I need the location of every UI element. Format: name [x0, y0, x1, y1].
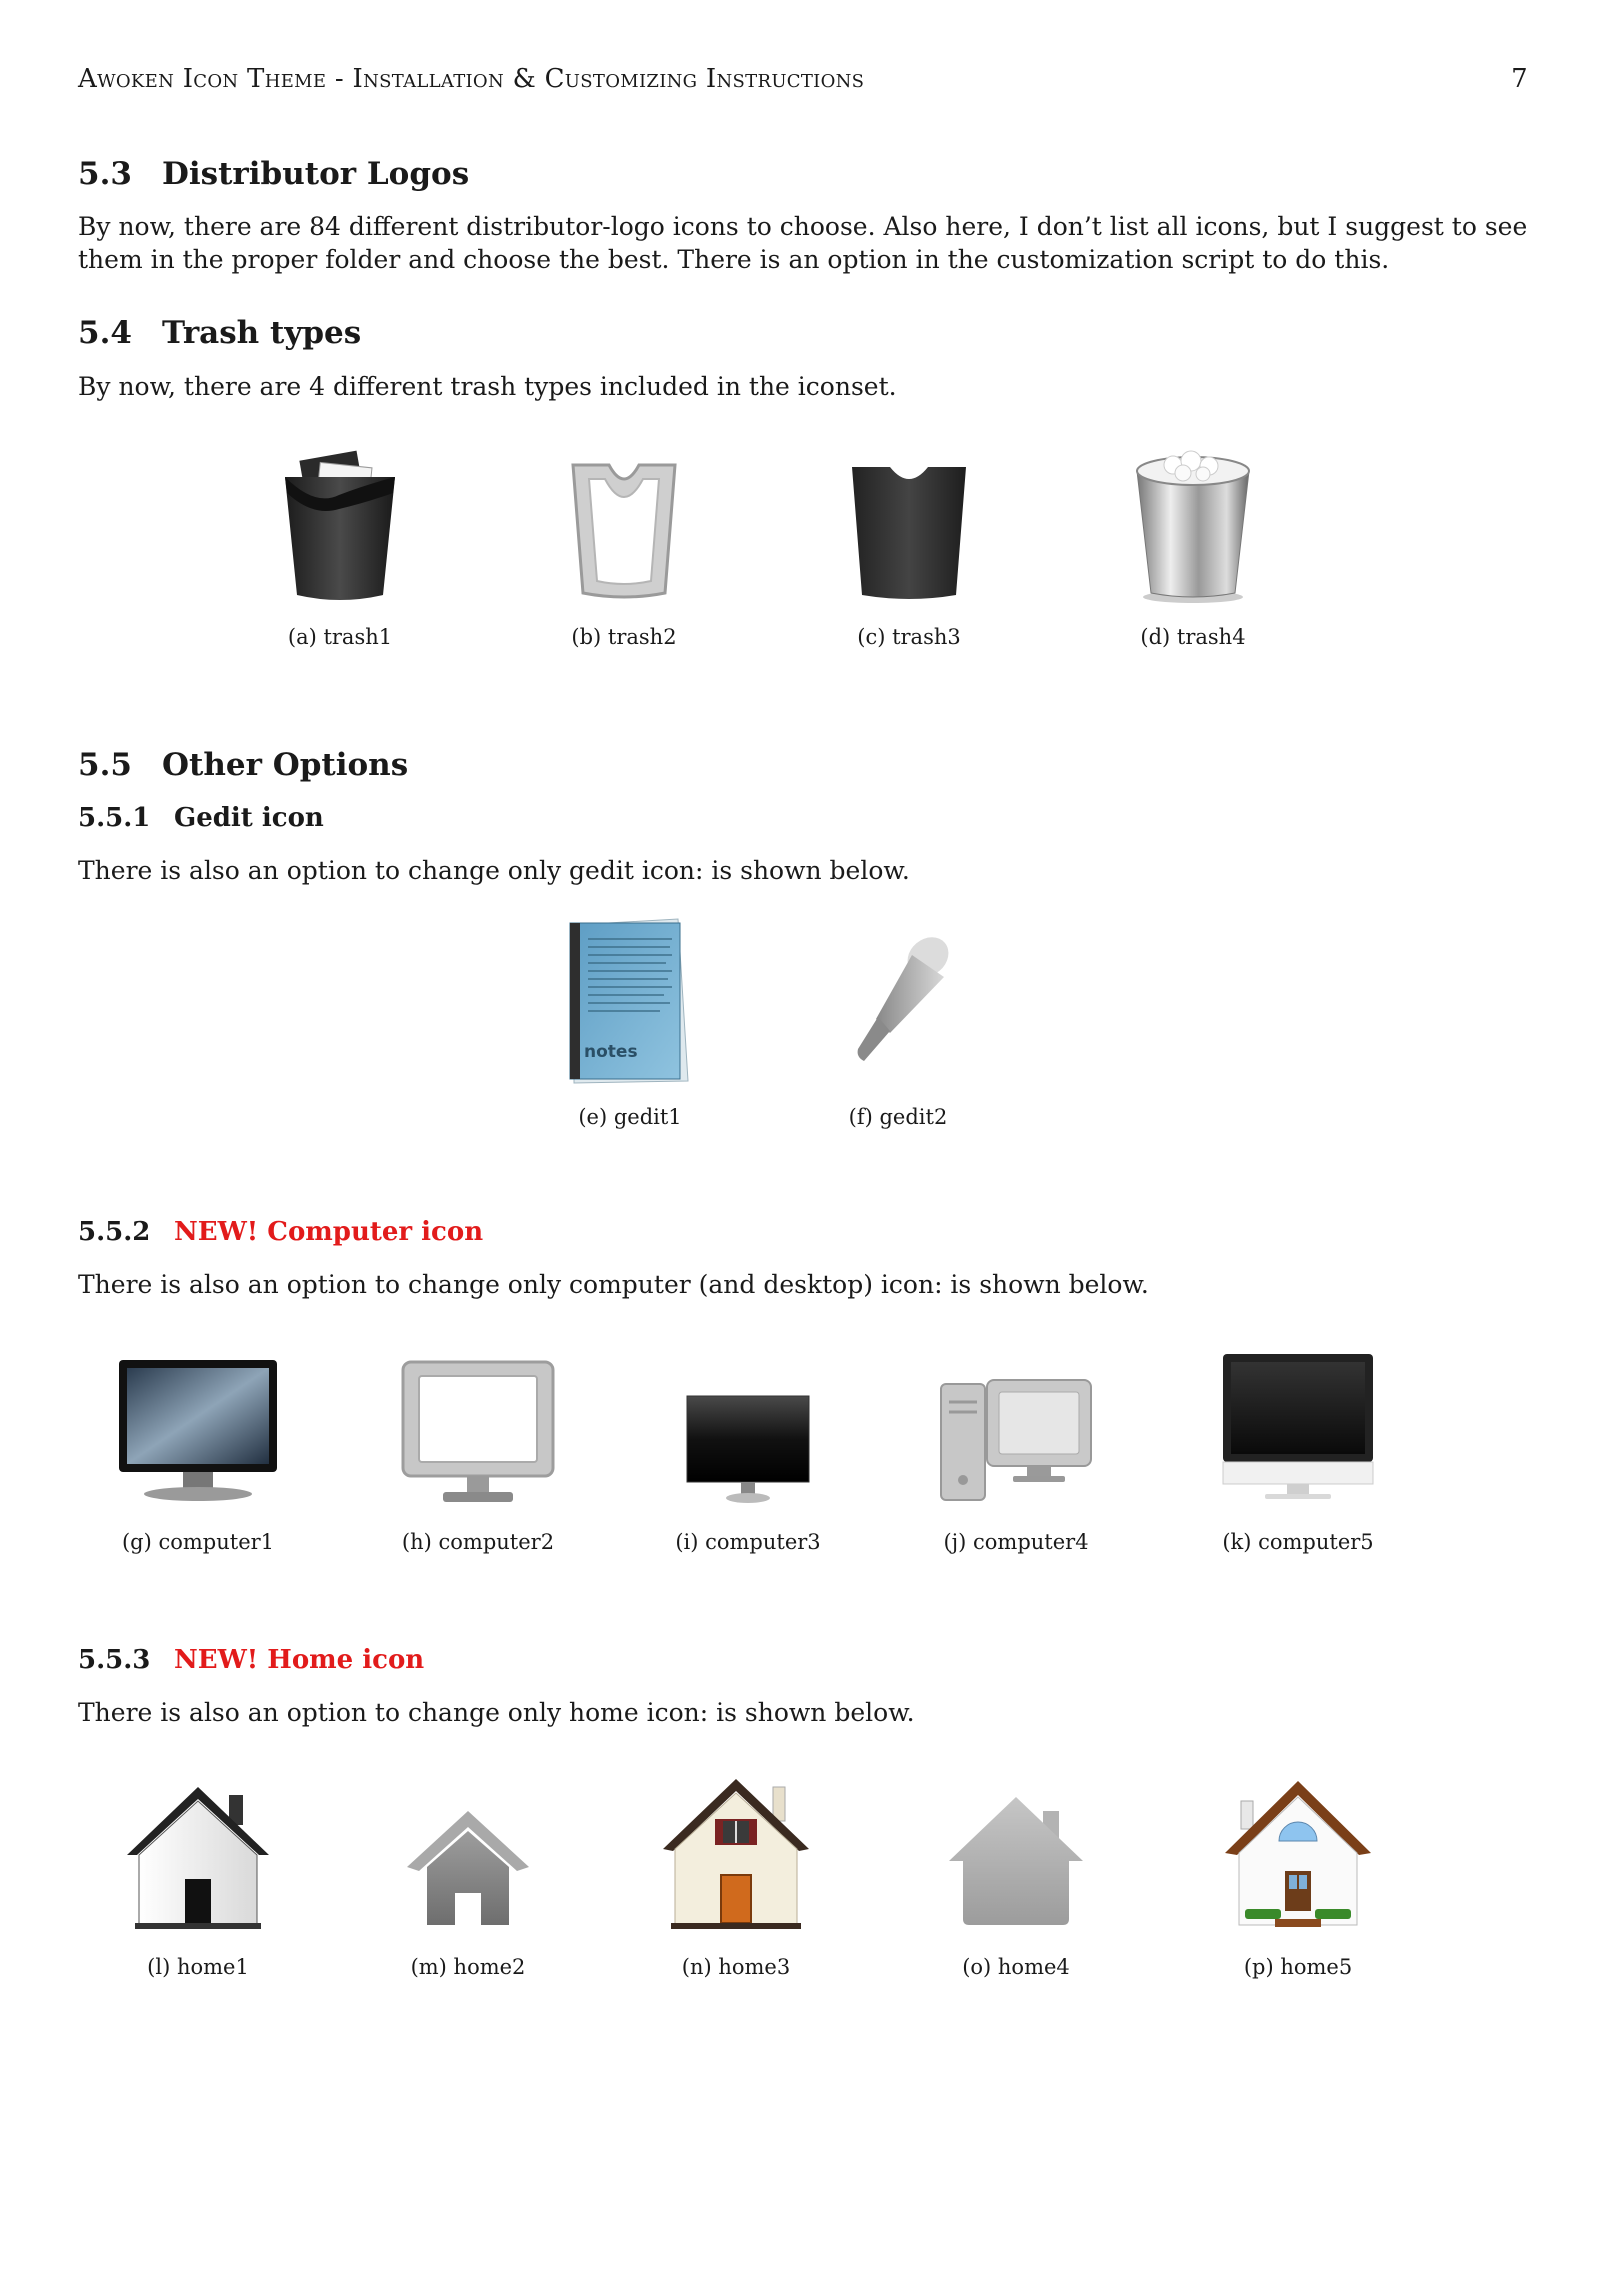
- computer3-icon: [665, 1350, 831, 1510]
- figure-computer1: [98, 1350, 298, 1554]
- caption-gedit1: (e) gedit1: [578, 1105, 682, 1129]
- section-heading-5-5-1: 5.5.1 Gedit icon: [78, 803, 324, 833]
- section-body-5-3: By now, there are 84 different distributor-logo icons to choose. Also here, I don’t list all icons, but I suggest to see them in the proper folder and choose the best. There is an option in the customization script to do this.: [78, 212, 1528, 274]
- figure-home4: [926, 1775, 1106, 1979]
- trash2-icon: [559, 445, 689, 605]
- home5-icon: [1223, 1775, 1373, 1935]
- figure-gedit1: [540, 915, 720, 1129]
- section-heading-5-5-3: 5.5.3 NEW! Home icon: [78, 1645, 425, 1675]
- gedit1-notebook-icon: [560, 915, 700, 1085]
- section-body-5-5-3: There is also an option to change only home icon: is shown below.: [78, 1698, 915, 1727]
- computer2-icon: [395, 1350, 561, 1510]
- figure-home2: [378, 1775, 558, 1979]
- computer4-icon: [933, 1350, 1099, 1510]
- caption-trash2: (b) trash2: [571, 625, 677, 649]
- running-header: [78, 64, 1528, 94]
- figure-computer2: [378, 1350, 578, 1554]
- caption-trash1: (a) trash1: [287, 625, 393, 649]
- computer1-icon: [115, 1350, 281, 1510]
- caption-computer2: (h) computer2: [401, 1530, 555, 1554]
- figure-home5: [1208, 1775, 1388, 1979]
- trash3-icon: [844, 445, 974, 605]
- document-page: [78, 0, 1528, 2292]
- section-heading-5-5: 5.5 Other Options: [78, 747, 409, 783]
- figure-trash2: [534, 445, 714, 649]
- section-heading-5-3: 5.3 Distributor Logos: [78, 156, 470, 192]
- caption-home3: (n) home3: [681, 1955, 791, 1979]
- home2-icon: [393, 1775, 543, 1935]
- section-body-5-4: By now, there are 4 different trash types included in the iconset.: [78, 372, 897, 401]
- figure-home1: [108, 1775, 288, 1979]
- trash4-icon: [1123, 445, 1263, 605]
- caption-trash3: (c) trash3: [857, 625, 961, 649]
- figure-computer4: [916, 1350, 1116, 1554]
- caption-computer3: (i) computer3: [675, 1530, 821, 1554]
- caption-home2: (m) home2: [410, 1955, 526, 1979]
- caption-trash4: (d) trash4: [1140, 625, 1246, 649]
- section-body-5-5-1: There is also an option to change only gedit icon: is shown below.: [78, 856, 910, 885]
- caption-computer5: (k) computer5: [1222, 1530, 1374, 1554]
- figure-computer5: [1198, 1350, 1398, 1554]
- section-body-5-5-2: There is also an option to change only computer (and desktop) icon: is shown below.: [78, 1270, 1149, 1299]
- caption-computer1: (g) computer1: [121, 1530, 275, 1554]
- caption-computer4: (j) computer4: [943, 1530, 1089, 1554]
- figure-gedit2: [808, 915, 988, 1129]
- home4-icon: [941, 1775, 1091, 1935]
- section-heading-5-4: 5.4 Trash types: [78, 315, 362, 351]
- home1-icon: [123, 1775, 273, 1935]
- caption-home1: (l) home1: [147, 1955, 249, 1979]
- home3-icon: [661, 1775, 811, 1935]
- caption-home4: (o) home4: [962, 1955, 1070, 1979]
- trash1-icon: [275, 445, 405, 605]
- figure-trash3: [819, 445, 999, 649]
- page-number: 7: [1511, 64, 1528, 94]
- figure-home3: [646, 1775, 826, 1979]
- caption-gedit2: (f) gedit2: [848, 1105, 948, 1129]
- gedit1-notes-label: notes: [584, 1042, 638, 1062]
- computer5-icon: [1215, 1350, 1381, 1510]
- header-title: Awoken Icon Theme - Installation & Customizing Instructions: [78, 64, 865, 94]
- caption-home5: (p) home5: [1243, 1955, 1353, 1979]
- gedit2-scalpel-icon: [828, 915, 968, 1085]
- figure-trash4: [1103, 445, 1283, 649]
- section-heading-5-5-2: 5.5.2 NEW! Computer icon: [78, 1217, 484, 1247]
- figure-trash1: [250, 445, 430, 649]
- figure-computer3: [648, 1350, 848, 1554]
